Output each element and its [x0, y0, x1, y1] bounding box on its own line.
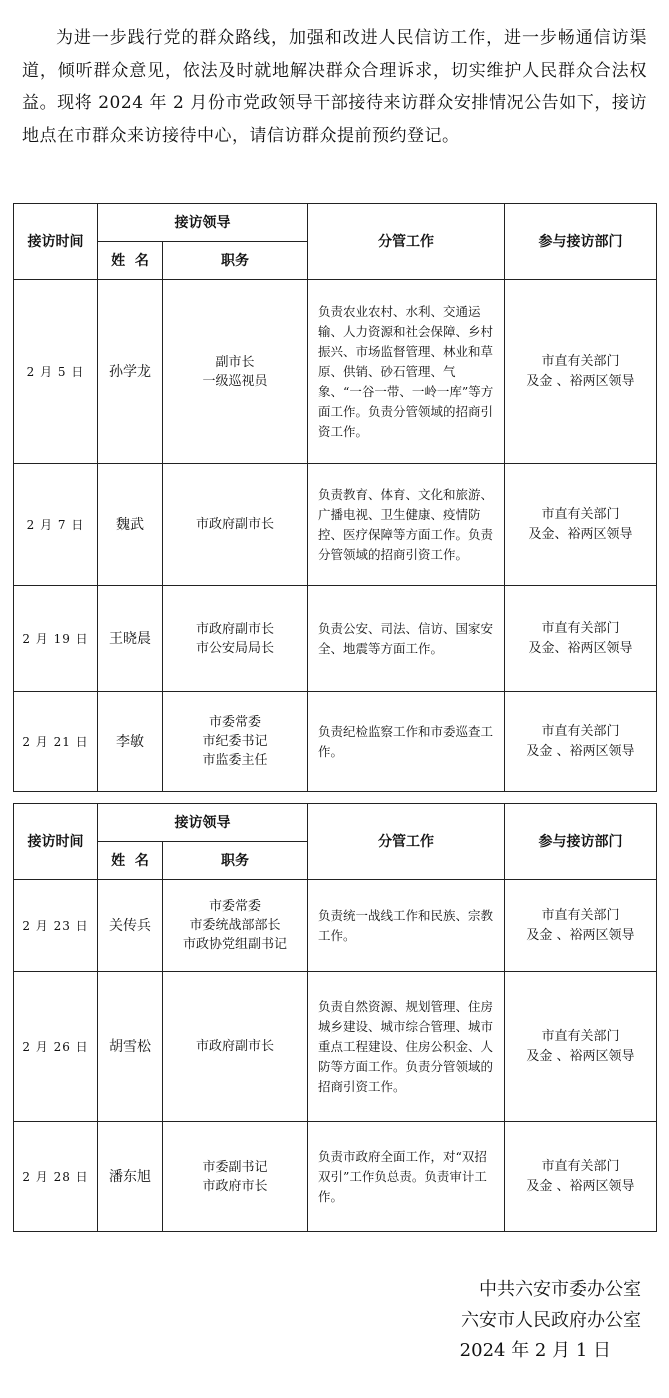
header-leader: 接访领导 — [98, 804, 308, 842]
leader-name: 王晓晨 — [98, 586, 163, 692]
schedule-table-2 — [13, 803, 657, 1232]
notice-intro — [22, 22, 647, 152]
header-time: 接访时间 — [14, 804, 98, 880]
visit-date: 2 月 28 日 — [14, 1122, 98, 1232]
leader-duty: 负责公安、司法、信访、国家安全、地震等方面工作。 — [308, 586, 505, 692]
participating-dept: 市直有关部门 及金 、裕两区领导 — [505, 880, 657, 972]
signature-date: 2024 年 2 月 1 日 — [459, 1340, 611, 1361]
header-duty: 分管工作 — [308, 804, 505, 880]
participating-dept: 市直有关部门 及金 、裕两区领导 — [505, 280, 657, 464]
leader-position: 市政府副市长 — [163, 972, 308, 1122]
header-dept: 参与接访部门 — [505, 204, 657, 280]
header-time: 接访时间 — [14, 204, 98, 280]
visit-date: 2 月 19 日 — [14, 586, 98, 692]
header-position: 职务 — [163, 242, 308, 280]
visit-date: 2 月 7 日 — [14, 464, 98, 586]
leader-name: 潘东旭 — [98, 1122, 163, 1232]
leader-name: 孙学龙 — [98, 280, 163, 464]
leader-duty: 负责农业农村、水利、交通运输、人力资源和社会保障、乡村振兴、市场监督管理、林业和草原、供销、砂石管理、气象、“一谷一带、一岭一库”等方面工作。负责分管领域的招商引资工作。 — [308, 280, 505, 464]
participating-dept: 市直有关部门 及金、裕两区领导 — [505, 464, 657, 586]
leader-duty: 负责市政府全面工作，对“双招双引”工作负总责。负责审计工作。 — [308, 1122, 505, 1232]
leader-duty: 负责教育、体育、文化和旅游、广播电视、卫生健康、疫情防控、医疗保障等方面工作。负责分管领域的招商引资工作。 — [308, 464, 505, 586]
leader-position: 副市长 一级巡视员 — [163, 280, 308, 464]
leader-name: 胡雪松 — [98, 972, 163, 1122]
table-row — [14, 464, 657, 586]
table-row — [14, 880, 657, 972]
leader-name: 关传兵 — [98, 880, 163, 972]
leader-duty: 负责统一战线工作和民族、宗教工作。 — [308, 880, 505, 972]
leader-duty: 负责自然资源、规划管理、住房城乡建设、城市综合管理、城市重点工程建设、住房公积金、人防等方面工作。负责分管领域的招商引资工作。 — [308, 972, 505, 1122]
participating-dept: 市直有关部门 及金 、裕两区领导 — [505, 692, 657, 792]
signature-org-party-office: 中共六安市委办公室 — [479, 1279, 641, 1300]
leader-name: 李敏 — [98, 692, 163, 792]
signature-org-government-office: 六安市人民政府办公室 — [461, 1310, 641, 1331]
table-row — [14, 586, 657, 692]
header-position: 职务 — [163, 842, 308, 880]
visit-date: 2 月 5 日 — [14, 280, 98, 464]
header-dept: 参与接访部门 — [505, 804, 657, 880]
header-name: 姓 名 — [98, 242, 163, 280]
leader-position: 市委常委 市纪委书记 市监委主任 — [163, 692, 308, 792]
table-row — [14, 692, 657, 792]
header-leader: 接访领导 — [98, 204, 308, 242]
visit-date: 2 月 23 日 — [14, 880, 98, 972]
header-duty: 分管工作 — [308, 204, 505, 280]
schedule-table-1 — [13, 203, 657, 792]
leader-duty: 负责纪检监察工作和市委巡查工作。 — [308, 692, 505, 792]
header-name: 姓 名 — [98, 842, 163, 880]
leader-position: 市委常委 市委统战部部长 市政协党组副书记 — [163, 880, 308, 972]
participating-dept: 市直有关部门 及金、裕两区领导 — [505, 586, 657, 692]
leader-name: 魏武 — [98, 464, 163, 586]
visit-date: 2 月 21 日 — [14, 692, 98, 792]
table-row — [14, 1122, 657, 1232]
table-row — [14, 280, 657, 464]
leader-position: 市政府副市长 市公安局局长 — [163, 586, 308, 692]
leader-position: 市委副书记 市政府市长 — [163, 1122, 308, 1232]
participating-dept: 市直有关部门 及金 、裕两区领导 — [505, 972, 657, 1122]
visit-date: 2 月 26 日 — [14, 972, 98, 1122]
intro-paragraph: 为进一步践行党的群众路线，加强和改进人民信访工作，进一步畅通信访渠道，倾听群众意见，依法及时就地解决群众合理诉求，切实维护人民群众合法权益。现将 2024 年 2 月份市党政领导干部接待来访群众安排情况公告如下，接访地点在市群众来访接待中心，请信访群众提前预约登记。 — [22, 28, 647, 146]
participating-dept: 市直有关部门 及金 、裕两区领导 — [505, 1122, 657, 1232]
table-row — [14, 972, 657, 1122]
leader-position: 市政府副市长 — [163, 464, 308, 586]
